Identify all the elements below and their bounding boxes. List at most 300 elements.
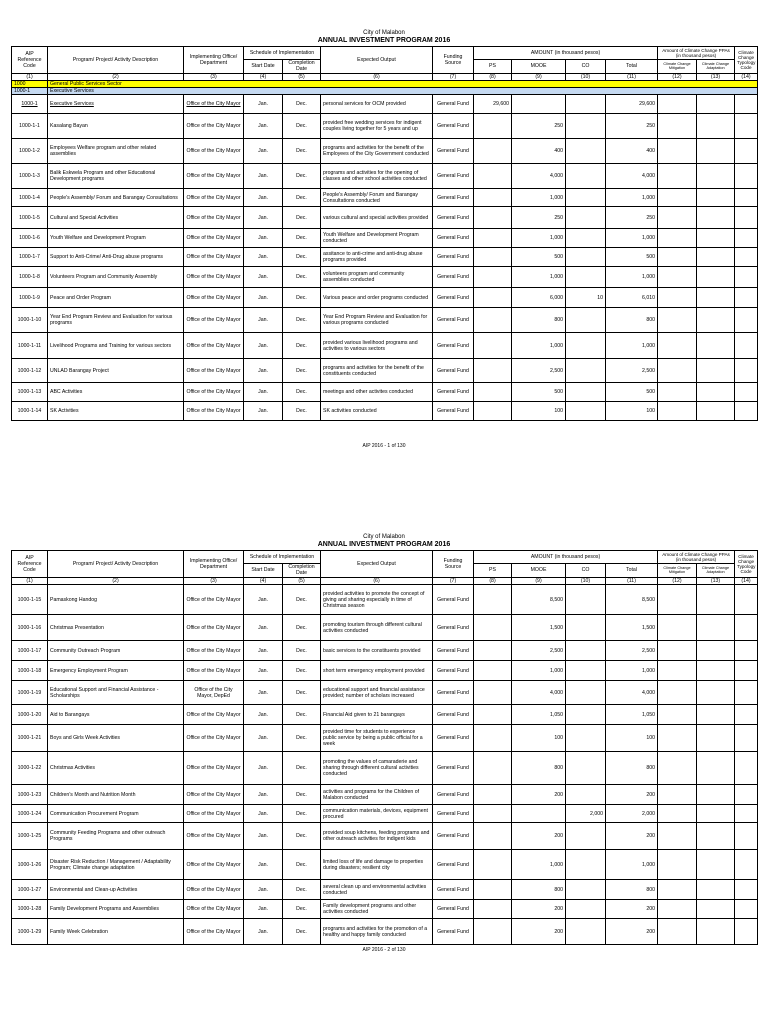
row-mooe: 1,050	[512, 705, 566, 725]
row-expected-output: programs and activities for the promotion of a healthy and happy family conducted	[321, 919, 433, 945]
table-row	[12, 919, 758, 945]
row-co	[566, 248, 606, 267]
row-funding-source: General Fund	[433, 288, 474, 308]
row-funding-source: General Fund	[433, 229, 474, 248]
row-climate-adaptation	[697, 95, 735, 114]
row-mooe: 1,000	[512, 850, 566, 880]
column-number: (10)	[566, 578, 606, 585]
row-total: 400	[606, 139, 658, 164]
row-co	[566, 139, 606, 164]
row-ref-code: 1000-1-25	[12, 823, 48, 850]
row-climate-mitigation	[658, 189, 697, 207]
table-row	[12, 615, 758, 641]
column-number: (5)	[283, 74, 321, 81]
row-co: 2,000	[566, 805, 606, 823]
row-start-date: Jan.	[244, 207, 283, 229]
row-funding-source: General Fund	[433, 402, 474, 421]
row-climate-adaptation	[697, 248, 735, 267]
table-body	[12, 585, 758, 945]
column-number: (4)	[244, 74, 283, 81]
table-row	[12, 359, 758, 383]
row-ref-code: 1000-1-3	[12, 164, 48, 189]
row-climate-mitigation	[658, 641, 697, 661]
row-office: Office of the City Mayor	[184, 308, 244, 333]
row-typology-code	[735, 207, 758, 229]
row-completion-date: Dec.	[283, 359, 321, 383]
row-ref-code: 1000-1-22	[12, 752, 48, 785]
row-ref-code: 1000-1-12	[12, 359, 48, 383]
header-output: Expected Output	[321, 551, 433, 578]
row-climate-mitigation	[658, 288, 697, 308]
row-ps	[474, 919, 512, 945]
table-body	[12, 81, 758, 421]
table-row	[12, 248, 758, 267]
row-climate-adaptation	[697, 681, 735, 705]
header-mooe: MOOE	[512, 563, 566, 577]
row-climate-adaptation	[697, 850, 735, 880]
row-mooe: 1,000	[512, 267, 566, 288]
row-funding-source: General Fund	[433, 359, 474, 383]
row-office: Office of the City Mayor	[184, 359, 244, 383]
row-start-date: Jan.	[244, 114, 283, 139]
table-row	[12, 725, 758, 752]
row-funding-source: General Fund	[433, 880, 474, 900]
row-description: Aid to Barangays	[48, 705, 184, 725]
row-typology-code	[735, 139, 758, 164]
column-number: (3)	[184, 74, 244, 81]
row-funding-source: General Fund	[433, 919, 474, 945]
header-start: Start Date	[244, 59, 283, 73]
row-funding-source: General Fund	[433, 189, 474, 207]
row-mooe: 200	[512, 900, 566, 919]
row-ps	[474, 164, 512, 189]
row-total: 500	[606, 248, 658, 267]
row-completion-date: Dec.	[283, 850, 321, 880]
row-expected-output: Family development programs and other activities conducted	[321, 900, 433, 919]
row-co	[566, 900, 606, 919]
header-co: CO	[566, 563, 606, 577]
table-row	[12, 308, 758, 333]
row-office: Office of the City Mayor	[184, 95, 244, 114]
row-co	[566, 585, 606, 615]
table-row	[12, 752, 758, 785]
row-total: 800	[606, 752, 658, 785]
row-office: Office of the City Mayor	[184, 383, 244, 402]
table-row	[12, 850, 758, 880]
row-office: Office of the City Mayor	[184, 189, 244, 207]
row-funding-source: General Fund	[433, 267, 474, 288]
row-description: Cultural and Special Activities	[48, 207, 184, 229]
row-ref-code: 1000-1-13	[12, 383, 48, 402]
column-number: (14)	[735, 74, 758, 81]
row-climate-mitigation	[658, 585, 697, 615]
row-total: 1,000	[606, 661, 658, 681]
row-completion-date: Dec.	[283, 681, 321, 705]
row-climate-mitigation	[658, 383, 697, 402]
header-ref: AIP Reference Code	[12, 47, 48, 74]
header-climate: Amount of Climate Change PPAs (in thousand pesos)	[658, 551, 735, 564]
row-climate-mitigation	[658, 850, 697, 880]
row-office: Office of the City Mayor	[184, 615, 244, 641]
row-completion-date: Dec.	[283, 288, 321, 308]
row-ref-code: 1000-1-6	[12, 229, 48, 248]
row-typology-code	[735, 267, 758, 288]
table-row	[12, 139, 758, 164]
row-climate-adaptation	[697, 725, 735, 752]
row-ref-code: 1000-1-1	[12, 114, 48, 139]
subsector-code: 1000-1	[12, 88, 48, 95]
column-number: (2)	[48, 74, 184, 81]
row-start-date: Jan.	[244, 288, 283, 308]
row-total: 800	[606, 308, 658, 333]
row-funding-source: General Fund	[433, 164, 474, 189]
row-climate-adaptation	[697, 189, 735, 207]
column-number: (8)	[474, 578, 512, 585]
row-start-date: Jan.	[244, 785, 283, 805]
row-completion-date: Dec.	[283, 402, 321, 421]
subsector-label: Executive Services	[48, 88, 758, 95]
row-office: Office of the City Mayor	[184, 288, 244, 308]
row-description: Emergency Employment Program	[48, 661, 184, 681]
row-mooe: 4,000	[512, 681, 566, 705]
row-mooe: 200	[512, 919, 566, 945]
row-climate-adaptation	[697, 288, 735, 308]
row-start-date: Jan.	[244, 248, 283, 267]
row-description: Balik Eskwela Program and other Educational Development programs	[48, 164, 184, 189]
column-number: (12)	[658, 74, 697, 81]
row-completion-date: Dec.	[283, 752, 321, 785]
header-typology: Climate Change Typology Code	[735, 551, 758, 578]
table-row	[12, 900, 758, 919]
row-expected-output: personal services for OCM provided	[321, 95, 433, 114]
table-row	[12, 207, 758, 229]
row-total: 1,000	[606, 229, 658, 248]
table-row	[12, 705, 758, 725]
row-climate-adaptation	[697, 308, 735, 333]
row-climate-adaptation	[697, 139, 735, 164]
row-co	[566, 919, 606, 945]
row-funding-source: General Fund	[433, 248, 474, 267]
row-description: Disaster Risk Reduction / Management / Adaptability Program; Climate change adaptation	[48, 850, 184, 880]
row-office: Office of the City Mayor	[184, 785, 244, 805]
row-mooe: 6,000	[512, 288, 566, 308]
row-mooe: 1,000	[512, 229, 566, 248]
row-typology-code	[735, 189, 758, 207]
sector-label: General Public Services Sector	[48, 81, 758, 88]
row-expected-output: several clean up and environmental activities conducted	[321, 880, 433, 900]
header-total: Total	[606, 59, 658, 73]
aip-table	[11, 46, 758, 421]
row-climate-adaptation	[697, 267, 735, 288]
row-ps	[474, 248, 512, 267]
header-amount: AMOUNT (in thousand pesos)	[474, 47, 658, 60]
row-description: Family Week Celebration	[48, 919, 184, 945]
row-completion-date: Dec.	[283, 333, 321, 359]
row-mooe: 1,000	[512, 333, 566, 359]
row-description: Christmas Activities	[48, 752, 184, 785]
row-climate-mitigation	[658, 661, 697, 681]
column-number: (8)	[474, 74, 512, 81]
row-ps	[474, 333, 512, 359]
row-expected-output: provided soup kitchens, feeding programs and other outreach activities for indigent kids	[321, 823, 433, 850]
header-ps: PS	[474, 59, 512, 73]
row-climate-adaptation	[697, 164, 735, 189]
row-completion-date: Dec.	[283, 308, 321, 333]
row-expected-output: volunteers program and community assemblies conducted	[321, 267, 433, 288]
row-climate-mitigation	[658, 333, 697, 359]
row-funding-source: General Fund	[433, 823, 474, 850]
row-typology-code	[735, 114, 758, 139]
row-expected-output: basic services to the constituents provided	[321, 641, 433, 661]
row-expected-output: limited loss of life and damage to properties during disasters; resilient city	[321, 850, 433, 880]
row-typology-code	[735, 288, 758, 308]
row-funding-source: General Fund	[433, 900, 474, 919]
row-ref-code: 1000-1-10	[12, 308, 48, 333]
row-ref-code: 1000-1-8	[12, 267, 48, 288]
header-funding: Funding Source	[433, 551, 474, 578]
column-number: (13)	[697, 578, 735, 585]
header-schedule: Schedule of Implementation	[244, 47, 321, 60]
row-office: Office of the City Mayor	[184, 333, 244, 359]
row-total: 4,000	[606, 681, 658, 705]
row-ref-code: 1000-1-14	[12, 402, 48, 421]
row-typology-code	[735, 661, 758, 681]
row-expected-output: Year End Program Review and Evaluation for various programs conducted	[321, 308, 433, 333]
row-climate-mitigation	[658, 681, 697, 705]
aip-table	[11, 550, 758, 945]
row-office: Office of the City Mayor	[184, 661, 244, 681]
row-completion-date: Dec.	[283, 95, 321, 114]
row-start-date: Jan.	[244, 383, 283, 402]
row-co: 10	[566, 288, 606, 308]
row-ps	[474, 288, 512, 308]
row-description: Environmental and Clean-up Activities	[48, 880, 184, 900]
row-typology-code	[735, 229, 758, 248]
row-funding-source: General Fund	[433, 705, 474, 725]
row-start-date: Jan.	[244, 681, 283, 705]
row-office: Office of the City Mayor	[184, 823, 244, 850]
row-expected-output: activities and programs for the Children of Malabon conducted	[321, 785, 433, 805]
row-expected-output: programs and activities for the opening of classes and other school activities conducted	[321, 164, 433, 189]
sector-code: 1000	[12, 81, 48, 88]
row-total: 100	[606, 402, 658, 421]
row-co	[566, 114, 606, 139]
row-total: 200	[606, 900, 658, 919]
row-typology-code	[735, 850, 758, 880]
row-co	[566, 705, 606, 725]
row-climate-mitigation	[658, 919, 697, 945]
row-ref-code: 1000-1-20	[12, 705, 48, 725]
row-typology-code	[735, 615, 758, 641]
row-start-date: Jan.	[244, 359, 283, 383]
row-climate-mitigation	[658, 229, 697, 248]
row-total: 2,000	[606, 805, 658, 823]
table-header	[12, 47, 758, 81]
row-climate-mitigation	[658, 248, 697, 267]
row-expected-output: meetings and other activites conducted	[321, 383, 433, 402]
row-expected-output: People's Assembly/ Forum and Barangay Consultations conducted	[321, 189, 433, 207]
row-completion-date: Dec.	[283, 900, 321, 919]
row-expected-output: various cultural and special activities provided	[321, 207, 433, 229]
column-number: (12)	[658, 578, 697, 585]
header-desc: Program/ Project/ Activity Description	[48, 551, 184, 578]
row-ps	[474, 402, 512, 421]
column-number: (2)	[48, 578, 184, 585]
header-desc: Program/ Project/ Activity Description	[48, 47, 184, 74]
row-ref-code: 1000-1-17	[12, 641, 48, 661]
row-office: Office of the City Mayor	[184, 900, 244, 919]
row-typology-code	[735, 359, 758, 383]
row-office: Office of the City Mayor	[184, 229, 244, 248]
row-funding-source: General Fund	[433, 615, 474, 641]
header-start: Start Date	[244, 563, 283, 577]
row-co	[566, 308, 606, 333]
row-climate-mitigation	[658, 139, 697, 164]
row-funding-source: General Fund	[433, 681, 474, 705]
table-row	[12, 383, 758, 402]
table-row	[12, 402, 758, 421]
row-climate-adaptation	[697, 661, 735, 681]
row-description: SK Activities	[48, 402, 184, 421]
row-mooe: 500	[512, 248, 566, 267]
row-start-date: Jan.	[244, 823, 283, 850]
row-climate-adaptation	[697, 919, 735, 945]
row-office: Office of the City Mayor	[184, 919, 244, 945]
row-co	[566, 189, 606, 207]
row-ps	[474, 139, 512, 164]
row-ref-code: 1000-1	[12, 95, 48, 114]
row-ps	[474, 641, 512, 661]
row-office: Office of the City Mayor, DepEd	[184, 681, 244, 705]
row-ps	[474, 383, 512, 402]
row-typology-code	[735, 823, 758, 850]
city-name: City of Malabon	[363, 534, 405, 540]
row-expected-output: Financial Aid given to 21 barangays	[321, 705, 433, 725]
row-ref-code: 1000-1-7	[12, 248, 48, 267]
row-climate-mitigation	[658, 880, 697, 900]
row-description: Boys and Girls Week Activities	[48, 725, 184, 752]
header-office: Implementing Office/ Department	[184, 47, 244, 74]
row-ps	[474, 900, 512, 919]
row-total: 4,000	[606, 164, 658, 189]
column-number: (11)	[606, 74, 658, 81]
row-description: UNLAD Barangay Project	[48, 359, 184, 383]
row-ref-code: 1000-1-4	[12, 189, 48, 207]
row-climate-adaptation	[697, 207, 735, 229]
row-completion-date: Dec.	[283, 919, 321, 945]
row-total: 1,000	[606, 189, 658, 207]
row-description: Educational Support and Financial Assistance - Scholarships	[48, 681, 184, 705]
row-description: Christmas Presentation	[48, 615, 184, 641]
row-office: Office of the City Mayor	[184, 164, 244, 189]
row-ref-code: 1000-1-9	[12, 288, 48, 308]
row-start-date: Jan.	[244, 705, 283, 725]
header-ref: AIP Reference Code	[12, 551, 48, 578]
row-climate-adaptation	[697, 823, 735, 850]
row-typology-code	[735, 705, 758, 725]
row-climate-mitigation	[658, 823, 697, 850]
row-office: Office of the City Mayor	[184, 402, 244, 421]
row-typology-code	[735, 681, 758, 705]
header-co: CO	[566, 59, 606, 73]
row-total: 1,000	[606, 267, 658, 288]
row-ref-code: 1000-1-27	[12, 880, 48, 900]
row-climate-adaptation	[697, 402, 735, 421]
row-description: Support to Anti-Crime/ Anti-Drug abuse programs	[48, 248, 184, 267]
row-mooe: 1,000	[512, 189, 566, 207]
row-start-date: Jan.	[244, 267, 283, 288]
row-start-date: Jan.	[244, 95, 283, 114]
row-mooe: 2,500	[512, 641, 566, 661]
row-typology-code	[735, 402, 758, 421]
row-mooe: 1,000	[512, 661, 566, 681]
row-climate-adaptation	[697, 359, 735, 383]
header-total: Total	[606, 563, 658, 577]
row-expected-output: SK activities conducted	[321, 402, 433, 421]
row-ref-code: 1000-1-15	[12, 585, 48, 615]
row-description: Year End Program Review and Evaluation for various programs	[48, 308, 184, 333]
row-ps	[474, 805, 512, 823]
row-expected-output: communication materials, devices, equipment procured	[321, 805, 433, 823]
row-co	[566, 229, 606, 248]
row-ps	[474, 752, 512, 785]
row-start-date: Jan.	[244, 850, 283, 880]
row-funding-source: General Fund	[433, 383, 474, 402]
row-ref-code: 1000-1-16	[12, 615, 48, 641]
row-total: 29,600	[606, 95, 658, 114]
row-start-date: Jan.	[244, 189, 283, 207]
table-row	[12, 95, 758, 114]
row-completion-date: Dec.	[283, 248, 321, 267]
row-climate-mitigation	[658, 359, 697, 383]
table-row	[12, 823, 758, 850]
row-expected-output: provided free wedding services for indigent couples living together for 5 years and up	[321, 114, 433, 139]
row-start-date: Jan.	[244, 752, 283, 785]
row-climate-mitigation	[658, 705, 697, 725]
row-climate-mitigation	[658, 95, 697, 114]
row-office: Office of the City Mayor	[184, 850, 244, 880]
row-ps	[474, 585, 512, 615]
header-mitigation: Climate Change Mitigation	[658, 59, 697, 73]
table-row	[12, 164, 758, 189]
row-co	[566, 402, 606, 421]
row-start-date: Jan.	[244, 900, 283, 919]
row-climate-adaptation	[697, 900, 735, 919]
row-mooe: 500	[512, 383, 566, 402]
row-ps	[474, 615, 512, 641]
row-description: Executive Services	[48, 95, 184, 114]
row-expected-output: short term emergency employment provided	[321, 661, 433, 681]
row-expected-output: assitance to anti-crime and anti-drug abuse programs provided	[321, 248, 433, 267]
row-mooe: 800	[512, 880, 566, 900]
row-typology-code	[735, 880, 758, 900]
row-ps	[474, 308, 512, 333]
row-co	[566, 880, 606, 900]
row-office: Office of the City Mayor	[184, 114, 244, 139]
table-row	[12, 880, 758, 900]
row-description: Community Feeding Programs and other outreach Programs	[48, 823, 184, 850]
row-ps	[474, 661, 512, 681]
row-mooe: 100	[512, 725, 566, 752]
row-start-date: Jan.	[244, 229, 283, 248]
column-number: (6)	[321, 578, 433, 585]
column-number: (7)	[433, 74, 474, 81]
row-climate-adaptation	[697, 383, 735, 402]
row-ps	[474, 229, 512, 248]
row-total: 200	[606, 823, 658, 850]
row-ref-code: 1000-1-11	[12, 333, 48, 359]
row-co	[566, 207, 606, 229]
